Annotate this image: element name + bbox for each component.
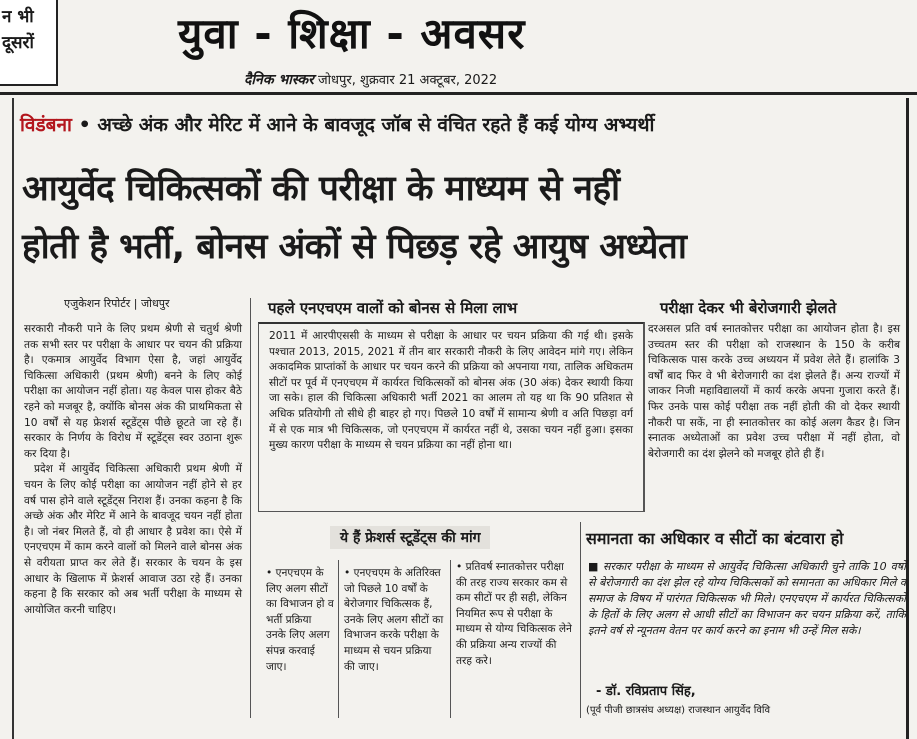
- equality-quote: ■ सरकार परीक्षा के माध्यम से आयुर्वेद चिकित्सा अधिकारी चुने ताकि 10 वर्षों से बेरोजगारी का दंश झेल रहे योग्य चिकित्सकों को समानता का अधिकार मिले व समाज के विषय में पारंगत चिकित्सक भी मिले। एनएचएम में कार्यरत चिकित्सकों के हितों के लिए अलग से आधी सीटों का विभाजन कर चयन प्रक्रिया करें, ताकि इतने वर्ष से न्यूनतम वेतन पर कार्य करने का इनाम भी उन्हें मिल सके।: [588, 560, 906, 637]
- kicker-label: विडंबना: [20, 114, 72, 136]
- demand-item: • प्रतिवर्ष स्नातकोत्तर परीक्षा की तरह राज्य सरकार कम से कम सीटों पर ही सही, लेकिन नियमित रूप से परीक्षा के माध्यम से योग्य चिकित्सक लेने की प्रक्रिया अन्य राज्यों की तरह करे।: [456, 561, 572, 667]
- fragment-line-2: दूसरों: [2, 33, 34, 53]
- section-title: युवा - शिक्षा - अवसर: [178, 9, 526, 58]
- right-divider: [906, 98, 909, 739]
- dateline: [244, 70, 497, 89]
- newspaper-name: दैनिक भास्कर: [244, 72, 314, 88]
- column-divider: [644, 322, 645, 512]
- box-heading-bonus: पहले एनएचएम वालों को बोनस से मिला लाभ: [268, 299, 518, 317]
- column-divider: [250, 298, 251, 718]
- fragment-line-1: न भी: [2, 7, 34, 27]
- headline-line-1: आयुर्वेद चिकित्सकों की परीक्षा के माध्यम से नहीं: [22, 169, 620, 209]
- box-heading-unemployment: परीक्षा देकर भी बेरोजगारी झेलते: [660, 299, 837, 317]
- left-divider: [12, 98, 14, 739]
- adjacent-article-fragment: [0, 0, 58, 86]
- demand-item: • एनएचएम के लिए अलग सीटों का विभाजन हो व भर्ती प्रक्रिया उनके लिए अलग संपन्न करवाई जाए।: [266, 567, 334, 673]
- box-bonus-body: 2011 में आरपीएससी के माध्यम से परीक्षा के आधार पर चयन प्रक्रिया की गई थी। इसके पश्चात 2013, 2015, 2021 में तीन बार सरकारी नौकरी के लिए आवेदन मांगे गए। लेकिन अकादमिक प्राप्तांकों के आधार पर चयन करने की प्रक्रिया को अपनाया गया, तालिक अधिकतम सीटों पर पूर्व में एनएचएम में कार्यरत चिकित्सकों को बोनस अंक (30 अंक) देकर स्थायी किया जा सके। हाल की चिकित्सा अधिकारी भर्ती 2021 का आलम तो यह था कि 90 प्रतिशत से अधिक प्रतियोगी तो सीधे ही बाहर हो गए। पिछले 10 वर्षों में सामान्य श्रेणी व अति पिछड़ा वर्ग में से एक मात्र भी चिकित्सक, जो एनएचएम में कार्यरत नहीं थे, उसका चयन नहीं हुआ। इसका मुख्य कारण परीक्षा के माध्यम से चयन प्रक्रिया का नहीं होना था।: [269, 330, 633, 452]
- column-divider: [580, 522, 581, 718]
- byline: एजुकेशन रिपोर्टर | जोधपुर: [64, 297, 170, 310]
- headline-line-2: होती है भर्ती, बोनस अंकों से पिछड़ रहे आयुष अध्येता: [22, 227, 687, 267]
- quote-signature: - डॉ. रविप्रताप सिंह,: [596, 684, 696, 699]
- column-divider: [450, 560, 451, 718]
- box-unemployment-body: दरअसल प्रति वर्ष स्नातकोत्तर परीक्षा का आयोजन होता है। इस उच्चतम स्तर की परीक्षा को राजस्थान के 150 के करीब चिकित्सक पास करके उच्च अध्ययन में प्रवेश लेते हैं। हालांकि 3 वर्षों बाद फिर वे भी बेरोजगारी का दंश झेलते हैं। अन्य राज्यों में जाकर निजी महाविद्यालयों में कार्य करके अपना गुजारा करते हैं। फिर उनके पास कोई परीक्षा तक नहीं होती की वो देकर स्थायी नौकरी पा सकें, ना ही स्नातकोत्तर का कोई अलग कैडर है। जिन स्नातक अध्येताओं का प्रवेश उच्च परीक्षा में नहीं होता, वो बेरोजगारी का दंश झेलने को मजबूर होते ही हैं।: [648, 323, 900, 460]
- kicker: [20, 111, 654, 137]
- demand-item: • एनएचएम के अतिरिक्त जो पिछले 10 वर्षों के बेरोजगार चिकित्सक हैं, उनके लिए अलग सीटों का विभाजन करके परीक्षा के माध्यम से चयन प्रक्रिया की जाए।: [344, 567, 444, 673]
- box-unemployment: [648, 322, 900, 462]
- date-text: जोधपुर, शुक्रवार 21 अक्टूबर, 2022: [318, 73, 498, 88]
- box-bonus: [258, 322, 644, 512]
- headline: [22, 160, 686, 276]
- body-paragraph: सरकारी नौकरी पाने के लिए प्रथम श्रेणी से चतुर्थ श्रेणी तक सभी स्तर पर परीक्षा के आधार पर चयन की प्रक्रिया है। एकमात्र आयुर्वेद विभाग ऐसा है, जहां आयुर्वेद चिकित्सा अधिकारी (प्रथम श्रेणी) बनने के लिए कोई परीक्षा का आयोजन नहीं होता। यह केवल पास होकर बैठे रहने को मजबूर है, क्योंकि बोनस अंक की प्राथमिकता से 10 वर्षों से यह फ्रेशर्स स्टूडेंट्स पीछे छूटते जा रहे हैं। सरकार के निर्णय के विरोध में स्टूडेंट्स स्वर उठाना शुरू कर दिया है।: [24, 323, 242, 460]
- equality-heading: समानता का अधिकार व सीटों का बंटवारा हो: [586, 529, 844, 548]
- column-divider: [338, 560, 339, 718]
- quote-role: (पूर्व पीजी छात्रसंघ अध्यक्ष) राजस्थान आयुर्वेद विवि: [586, 705, 771, 716]
- kicker-text: • अच्छे अंक और मेरिट में आने के बावजूद जॉब से वंचित रहते हैं कई योग्य अभ्यर्थी: [78, 114, 655, 136]
- body-paragraph: प्रदेश में आयुर्वेद चिकित्सा अधिकारी प्रथम श्रेणी में चयन के लिए कोई परीक्षा का आयोजन नहीं होने से हर वर्ष पास होने वाले स्टूडेंट्स निराश हैं। उनका कहना है कि अच्छे अंक और मेरिट में आने के बावजूद चयन नहीं होता है। जो नंबर मिलते हैं, वो ही आधार है प्रवेश का। ऐसे में एनएचएम में काम करने वालों को मिलने वाले बोनस अंक से वरीयता प्राप्त कर लेते हैं। सरकार के चयन के इस आधार के खिलाफ में फ्रेशर्स आवाज उठा रहे हैं। उनका कहना है कि सरकार को अब भर्ती परीक्षा के माध्यम से आयोजित करनी चाहिए।: [24, 463, 242, 616]
- article-body-left: [24, 322, 242, 618]
- demands-heading: ये हैं फ्रेशर्स स्टूडेंट्स की मांग: [330, 526, 490, 549]
- top-divider: [0, 92, 917, 95]
